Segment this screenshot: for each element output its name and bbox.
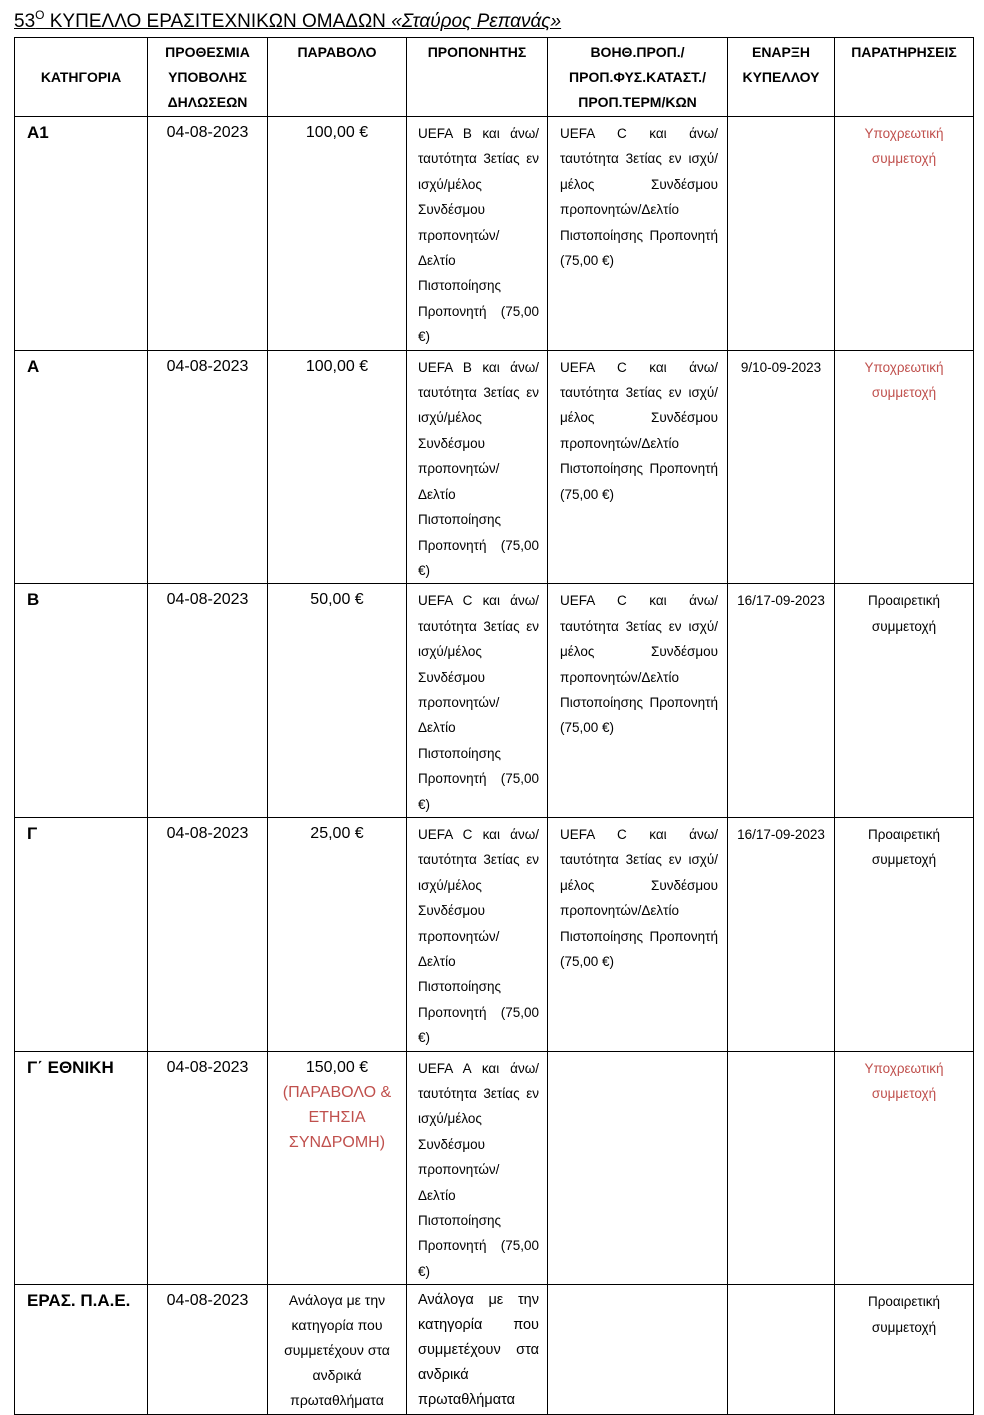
fee-note: (ΠΑΡΑΒΟΛΟ & ΕΤΗΣΙΑ ΣΥΝΔΡΟΜΗ) xyxy=(282,1083,392,1151)
coach-cell: UEFA C και άνω/ ταυτότητα 3ετίας εν ισχύ/μέλος Συνδέσμου προπονητών/ Δελτίο Πιστοποίησης Προπονητή (75,00 €) xyxy=(407,817,548,1051)
category-cell: Α xyxy=(15,350,148,584)
fee-cell xyxy=(268,584,407,818)
remarks-cell: Υποχρεωτική συμμετοχή xyxy=(835,350,974,584)
fee-value: 100,00 € xyxy=(305,357,369,375)
coach-cell: UEFA B και άνω/ ταυτότητα 3ετίας εν ισχύ/μέλος Συνδέσμου προπονητών/ Δελτίο Πιστοποίησης Προπονητή (75,00 €) xyxy=(407,117,548,351)
table-row xyxy=(15,584,974,818)
title-superscript: Ο xyxy=(35,8,45,22)
fee-cell xyxy=(268,117,407,351)
remarks-cell: Υποχρεωτική συμμετοχή xyxy=(835,1051,974,1285)
assistant-cell: UEFA C και άνω/ ταυτότητα 3ετίας εν ισχύ/μέλος Συνδέσμου προπονητών/Δελτίο Πιστοποίησης Προπονητή (75,00 €) xyxy=(548,584,728,818)
table-row xyxy=(15,117,974,351)
category-cell: Β xyxy=(15,584,148,818)
assistant-cell: UEFA C και άνω/ ταυτότητα 3ετίας εν ισχύ/μέλος Συνδέσμου προπονητών/Δελτίο Πιστοποίησης Προπονητή (75,00 €) xyxy=(548,817,728,1051)
coach-cell: UEFA A και άνω/ ταυτότητα 3ετίας εν ισχύ/μέλος Συνδέσμου προπονητών/ Δελτίο Πιστοποίησης Προπονητή (75,00 €) xyxy=(407,1051,548,1285)
remarks-cell: Προαιρετική συμμετοχή xyxy=(835,817,974,1051)
start-cell xyxy=(728,117,835,351)
document-title xyxy=(14,8,561,33)
table-row xyxy=(15,1051,974,1285)
title-number: 53 xyxy=(14,11,36,32)
fee-value: 100,00 € xyxy=(305,124,369,141)
header-start: ΕΝΑΡΞΗ ΚΥΠΕΛΛΟΥ xyxy=(728,38,835,117)
table-row xyxy=(15,1285,974,1415)
title-name: «Σταύρος Ρεπανάς» xyxy=(391,11,562,32)
fee-cell xyxy=(268,1285,407,1415)
fee-value: Ανάλογα με την κατηγορία που συμμετέχουν στα ανδρικά πρωταθλήματα xyxy=(284,1292,390,1409)
remarks-cell: Προαιρετική συμμετοχή xyxy=(835,584,974,818)
assistant-cell xyxy=(548,1285,728,1415)
start-cell: 16/17-09-2023 xyxy=(728,584,835,818)
remarks-cell: Προαιρετική συμμετοχή xyxy=(835,1285,974,1415)
fee-value: 50,00 € xyxy=(310,591,364,609)
coach-cell: UEFA B και άνω/ ταυτότητα 3ετίας εν ισχύ/μέλος Συνδέσμου προπονητών/ Δελτίο Πιστοποίησης Προπονητή (75,00 €) xyxy=(407,350,548,584)
coach-cell: Ανάλογα με την κατηγορία που συμμετέχουν στα ανδρικά πρωταθλήματα xyxy=(407,1285,548,1415)
remarks-cell: Υποχρεωτική συμμετοχή xyxy=(835,117,974,351)
start-cell xyxy=(728,1051,835,1285)
deadline-cell: 04-08-2023 xyxy=(148,1051,268,1285)
coach-cell: UEFA C και άνω/ ταυτότητα 3ετίας εν ισχύ/μέλος Συνδέσμου προπονητών/ Δελτίο Πιστοποίησης Προπονητή (75,00 €) xyxy=(407,584,548,818)
category-cell: Γ xyxy=(15,817,148,1051)
fee-value: 150,00 € xyxy=(305,1058,369,1076)
deadline-cell: 04-08-2023 xyxy=(148,350,268,584)
fee-cell xyxy=(268,1051,407,1285)
header-deadline: ΠΡΟΘΕΣΜΙΑ ΥΠΟΒΟΛΗΣ ΔΗΛΩΣΕΩΝ xyxy=(148,38,268,117)
assistant-cell xyxy=(548,1051,728,1285)
deadline-cell: 04-08-2023 xyxy=(148,584,268,818)
category-cell: Α1 xyxy=(15,117,148,351)
category-cell: Γ΄ ΕΘΝΙΚΗ xyxy=(15,1051,148,1285)
fee-cell xyxy=(268,350,407,584)
start-cell xyxy=(728,1285,835,1415)
header-row xyxy=(15,38,974,117)
start-cell: 9/10-09-2023 xyxy=(728,350,835,584)
header-coach: ΠΡΟΠΟΝΗΤΗΣ xyxy=(407,38,548,117)
header-remarks: ΠΑΡΑΤΗΡΗΣΕΙΣ xyxy=(835,38,974,117)
start-cell: 16/17-09-2023 xyxy=(728,817,835,1051)
cup-table xyxy=(14,37,974,1415)
deadline-cell: 04-08-2023 xyxy=(148,817,268,1051)
deadline-cell: 04-08-2023 xyxy=(148,117,268,351)
table-row xyxy=(15,817,974,1051)
category-cell: ΕΡΑΣ. Π.Α.Ε. xyxy=(15,1285,148,1415)
fee-cell xyxy=(268,817,407,1051)
header-assistant: ΒΟΗΘ.ΠΡΟΠ./ ΠΡΟΠ.ΦΥΣ.ΚΑΤΑΣΤ./ ΠΡΟΠ.ΤΕΡΜ/ΚΩΝ xyxy=(548,38,728,117)
table-row xyxy=(15,350,974,584)
deadline-cell: 04-08-2023 xyxy=(148,1285,268,1415)
header-category: ΚΑΤΗΓΟΡΙΑ xyxy=(15,38,148,117)
assistant-cell: UEFA C και άνω/ ταυτότητα 3ετίας εν ισχύ/μέλος Συνδέσμου προπονητών/Δελτίο Πιστοποίησης Προπονητή (75,00 €) xyxy=(548,117,728,351)
assistant-cell: UEFA C και άνω/ ταυτότητα 3ετίας εν ισχύ/μέλος Συνδέσμου προπονητών/Δελτίο Πιστοποίησης Προπονητή (75,00 €) xyxy=(548,350,728,584)
fee-value: 25,00 € xyxy=(310,824,364,842)
title-text: ΚΥΠΕΛΛΟ ΕΡΑΣΙΤΕΧΝΙΚΩΝ ΟΜΑΔΩΝ xyxy=(44,11,392,32)
header-fee: ΠΑΡΑΒΟΛΟ xyxy=(268,38,407,117)
